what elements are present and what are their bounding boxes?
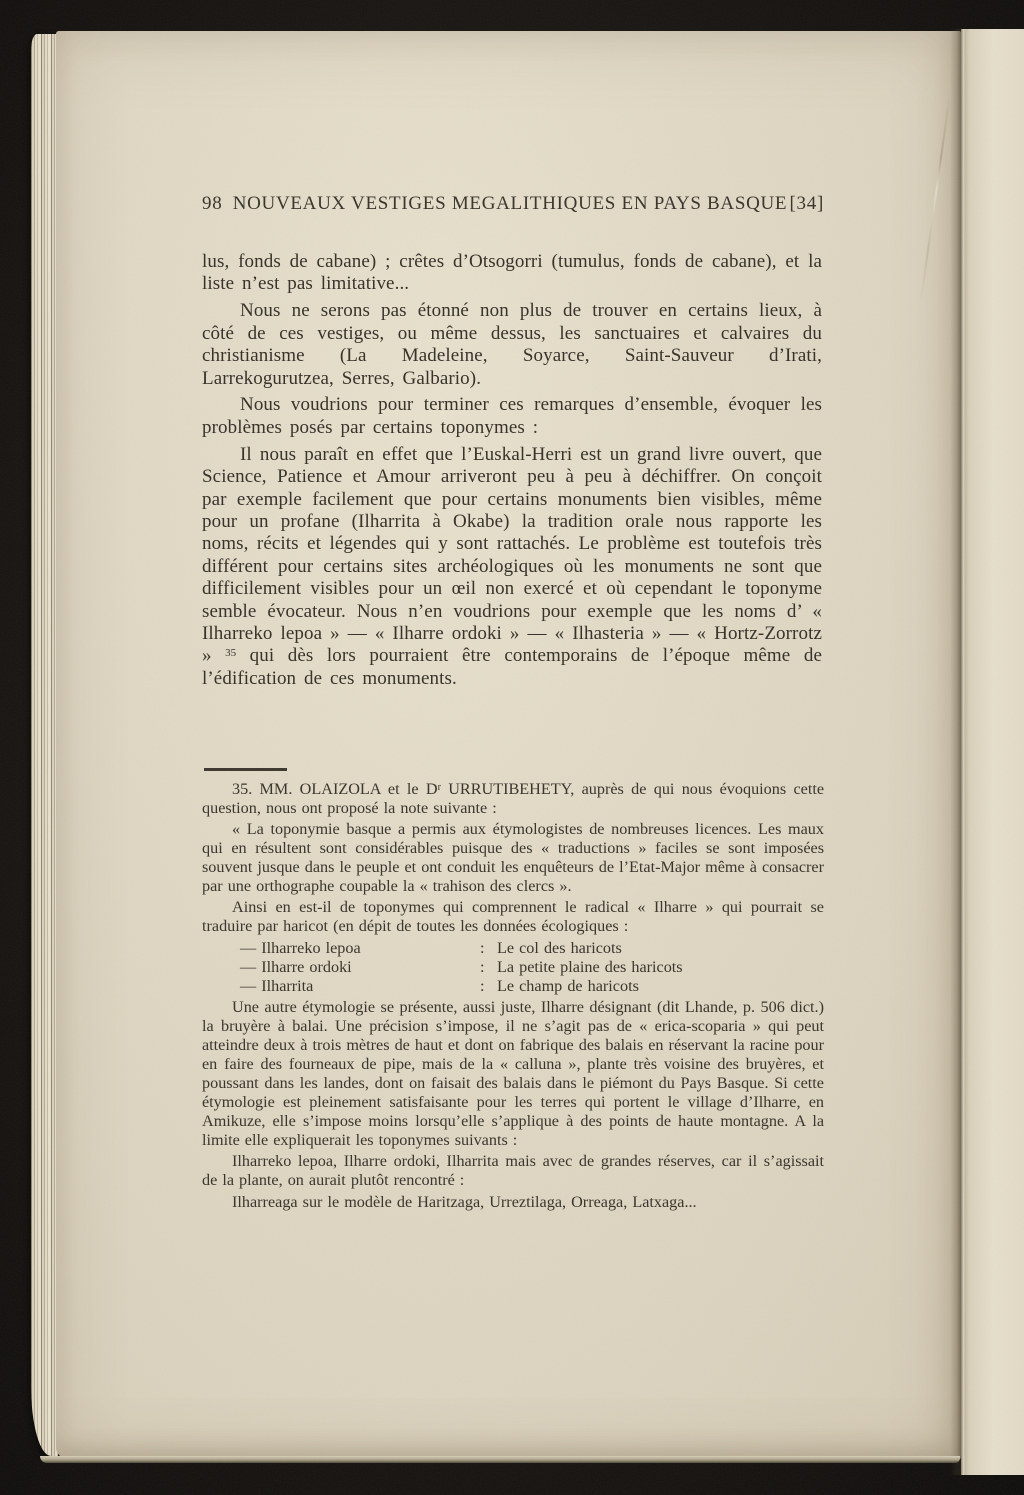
footnote [202, 780, 824, 1214]
book-page [56, 31, 961, 1459]
glossary-term: — Ilharre ordoki [240, 957, 352, 976]
footnote-intro-text: URRUTIBEHETY, auprès de qui nous évoquions cette question, nous ont proposé la note suivante : [202, 780, 825, 817]
footnote-intro [202, 780, 824, 818]
glossary-definition: Le col des haricots [497, 938, 622, 957]
glossary-term: — Ilharrita [240, 976, 314, 995]
footnote-intro-text: 35. MM. OLAIZOLA et le D [232, 780, 438, 798]
glossary-row [240, 977, 824, 996]
paragraph [202, 444, 822, 690]
glossary-row [240, 958, 824, 977]
gutter-shadow [950, 29, 968, 1475]
glossary-definition: Le champ de haricots [497, 976, 639, 995]
paragraph: Nous voudrions pour terminer ces remarques d’ensemble, évoquer les problèmes posés par certains toponymes : [202, 394, 822, 438]
body-text [202, 251, 822, 695]
footnote-paragraph: « La toponymie basque a permis aux étymologistes de nombreuses licences. Les maux qui en résultent sont considérables puisque des « traductions » faciles se sont imposées souvent jusque dans le peuple et ont conduit les enquêteurs de l’Etat-Major même à consacrer par une orthographe coupable la « trahison des clercs ». [202, 820, 824, 896]
paragraph-continuation: lus, fonds de cabane) ; crêtes d’Otsogorri (tumulus, fonds de cabane), et la liste n’est pas limitative... [202, 251, 822, 295]
page-bottom-edge [40, 1456, 960, 1463]
glossary-colon: : [480, 957, 485, 976]
footnote-paragraph: Ilharreaga sur le modèle de Haritzaga, Urreztilaga, Orreaga, Latxaga... [232, 1192, 697, 1211]
paragraph-text: Il nous paraît en effet que l’Euskal-Herri est un grand livre ouvert, que Science, Patience et Amour arriveront peu à peu à déchiffrer. On conçoit par exemple facilement que pour certains monuments bien visibles, même pour un profane (Ilharrita à Okabe) la tradition orale nous rapporte les noms, récits et légendes qui y sont rattachés. Le problème est toutefois très différent pour certains sites archéologiques où les monuments ne sont que difficilement visibles pour un œil non exercé et où cependant le toponyme semble évocateur. Nous n’en voudrions pour exemple que les noms d’ « Ilharreko lepoa » — « Ilharre ordoki » — « Ilhasteria » — « Hortz-Zorrotz » [202, 443, 822, 667]
footnote-paragraph: Une autre étymologie se présente, aussi juste, Ilharre désignant (dit Lhande, p. 506 dict.) la bruyère à balai. Une précision s’impose, il ne s’agit pas de « erica-scoparia » qui peut atteindre deux à trois mètres de haut et dont on fabrique des balais en réservant la racine pour en faire des fourneaux de pipe, mais de la « calluna », plante très voisine des bruyères, et poussant dans les landes, dont on faisait des balais dans le piémont du Pays Basque. Si cette étymologie est pleinement satisfaisante pour les terres qui portent le village d’Ilharre, en Amikuze, elle s’impose moins lorsqu’elle s’applique à des points de haute montagne. A la limite elle expliquerait les toponymes suivants : [202, 998, 824, 1149]
paragraph: Nous ne serons pas étonné non plus de trouver en certains lieux, à côté de ces vestiges, ou même dessus, les sanctuaires et calvaires du christianisme (La Madeleine, Soyarce, Saint-Sauveur d’Irati, Larrekogurutzea, Serres, Galbario). [202, 300, 822, 389]
glossary-definition: La petite plaine des haricots [497, 957, 683, 976]
facing-page-edge [961, 29, 1024, 1475]
running-header [202, 193, 824, 215]
footnote-reference: 35 [225, 647, 237, 660]
page-stack-edges [31, 34, 58, 1456]
footnote-separator [204, 768, 287, 771]
glossary-term: — Ilharreko lepoa [240, 938, 361, 957]
glossary-row [240, 939, 824, 958]
page-number: 98 [202, 193, 223, 214]
page-crease [919, 94, 951, 307]
superscript-r: r [437, 782, 441, 793]
glossary-table [240, 939, 824, 996]
footnote-paragraph: Ainsi en est-il de toponymes qui comprennent le radical « Ilharre » qui pourrait se traduire par haricot (en dépit de toutes les données écologiques : [202, 898, 824, 936]
paragraph-text: qui dès lors pourraient être contemporains de l’époque même de l’édification de ces monuments. [202, 645, 823, 689]
running-title: NOUVEAUX VESTIGES MEGALITHIQUES EN PAYS BASQUE [232, 193, 788, 214]
glossary-colon: : [480, 976, 485, 995]
footnote-paragraph: Ilharreko lepoa, Ilharre ordoki, Ilharrita mais avec de grandes réserves, car il s’agissait de la plante, on aurait plutôt rencontré : [202, 1152, 824, 1190]
issue-reference: [34] [789, 193, 824, 214]
glossary-colon: : [480, 938, 485, 957]
